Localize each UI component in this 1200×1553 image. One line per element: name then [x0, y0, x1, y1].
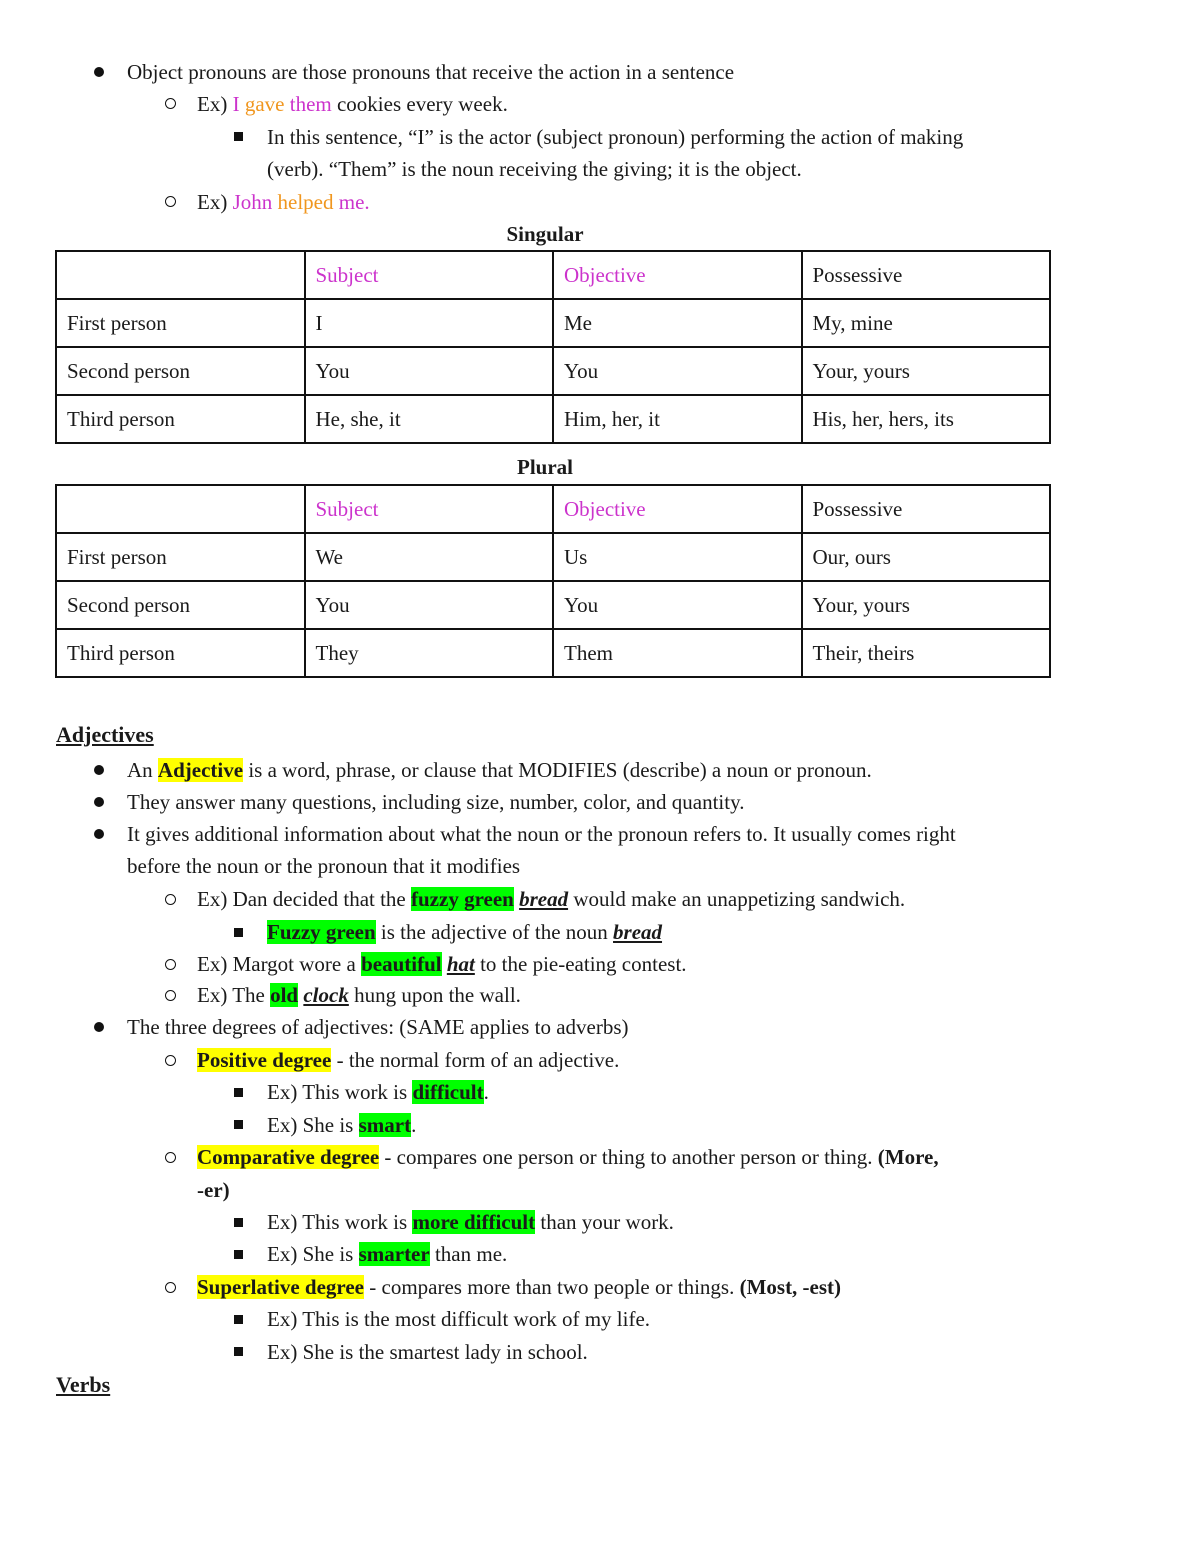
table-cell: Your, yours: [802, 347, 1051, 395]
bullet-square: [234, 132, 243, 141]
table-row: [56, 395, 1050, 443]
table-cell: His, her, hers, its: [802, 395, 1051, 443]
header-objective: Objective: [553, 251, 802, 299]
table-row: [56, 347, 1050, 395]
table-row: [56, 533, 1050, 581]
superlative-example-2: Ex) She is the smartest lady in school.: [267, 1340, 588, 1364]
table-cell: Your, yours: [802, 581, 1051, 629]
table-cell: Second person: [56, 581, 305, 629]
object-pronoun-definition: Object pronouns are those pronouns that receive the action in a sentence: [127, 60, 735, 84]
header-objective: Objective: [553, 485, 802, 533]
positive-degree: Positive degree - the normal form of an adjective.: [197, 1048, 620, 1072]
plural-caption: Plural: [517, 455, 573, 479]
table-cell: Us: [553, 533, 802, 581]
bullet-disc: [94, 829, 104, 839]
comparative-degree: Comparative degree - compares one person or thing to another person or thing. (More,: [197, 1145, 939, 1169]
table-cell: Third person: [56, 395, 305, 443]
table-cell: First person: [56, 533, 305, 581]
table-row: [56, 299, 1050, 347]
table-cell: You: [553, 347, 802, 395]
bullet-disc: [94, 1022, 104, 1032]
adjective-example-2: Ex) Margot wore a beautiful hat to the pie-eating contest.: [197, 952, 687, 976]
example-sentence-1: Ex) I gave them cookies every week.: [197, 92, 508, 116]
verbs-heading: Verbs: [56, 1372, 111, 1397]
table-row: [56, 581, 1050, 629]
comparative-forms: -er): [197, 1178, 230, 1202]
table-cell: Third person: [56, 629, 305, 677]
table-cell: Second person: [56, 347, 305, 395]
bullet-square: [234, 1347, 243, 1356]
table-cell: You: [305, 347, 554, 395]
table-row: [56, 629, 1050, 677]
header-subject: Subject: [305, 485, 554, 533]
table-cell: [56, 485, 305, 533]
adjective-info-line-1: It gives additional information about what the noun or the pronoun refers to. It usually comes right: [127, 822, 956, 846]
adjective-definition: An Adjective is a word, phrase, or clause that MODIFIES (describe) a noun or pronoun.: [127, 758, 872, 782]
table-cell: We: [305, 533, 554, 581]
bullet-circle: [165, 894, 176, 905]
table-cell: Their, theirs: [802, 629, 1051, 677]
bullet-circle: [165, 1152, 176, 1163]
bullet-square: [234, 1315, 243, 1324]
bullet-circle: [165, 990, 176, 1001]
table-cell: They: [305, 629, 554, 677]
superlative-example-1: Ex) This is the most difficult work of my life.: [267, 1307, 651, 1331]
plural-pronoun-table: [55, 484, 1051, 678]
bullet-circle: [165, 98, 176, 109]
table-cell: [56, 251, 305, 299]
adjective-questions: They answer many questions, including size, number, color, and quantity.: [127, 790, 745, 814]
degrees-intro: The three degrees of adjectives: (SAME applies to adverbs): [127, 1015, 629, 1039]
header-possessive: Possessive: [802, 251, 1051, 299]
bullet-square: [234, 1120, 243, 1129]
positive-example-1: Ex) This work is difficult.: [267, 1080, 489, 1104]
bullet-square: [234, 1218, 243, 1227]
adjective-info-line-2: before the noun or the pronoun that it modifies: [127, 854, 521, 878]
comparative-example-1: Ex) This work is more difficult than your work.: [267, 1210, 674, 1234]
table-header-row: [56, 485, 1050, 533]
comparative-example-2: Ex) She is smarter than me.: [267, 1242, 508, 1266]
table-cell: He, she, it: [305, 395, 554, 443]
bullet-square: [234, 928, 243, 937]
bullet-circle: [165, 959, 176, 970]
table-cell: You: [305, 581, 554, 629]
superlative-degree: Superlative degree - compares more than two people or things. (Most, -est): [197, 1275, 842, 1299]
bullet-circle: [165, 1055, 176, 1066]
singular-caption: Singular: [506, 222, 584, 246]
table-cell: My, mine: [802, 299, 1051, 347]
table-cell: You: [553, 581, 802, 629]
bullet-square: [234, 1088, 243, 1097]
table-cell: Our, ours: [802, 533, 1051, 581]
explanation-line-1: In this sentence, “I” is the actor (subject pronoun) performing the action of making: [267, 125, 964, 149]
singular-pronoun-table: [55, 250, 1051, 444]
table-cell: Him, her, it: [553, 395, 802, 443]
adjective-example-1-note: Fuzzy green is the adjective of the noun bread: [267, 920, 663, 944]
adjective-example-3: Ex) The old clock hung upon the wall.: [197, 983, 521, 1007]
adjectives-heading: Adjectives: [56, 722, 154, 747]
bullet-circle: [165, 1282, 176, 1293]
bullet-disc: [94, 67, 104, 77]
table-cell: Me: [553, 299, 802, 347]
header-possessive: Possessive: [802, 485, 1051, 533]
table-header-row: [56, 251, 1050, 299]
explanation-line-2: (verb). “Them” is the noun receiving the giving; it is the object.: [267, 157, 802, 181]
bullet-square: [234, 1250, 243, 1259]
table-cell: Them: [553, 629, 802, 677]
adjective-example-1: Ex) Dan decided that the fuzzy green bread would make an unappetizing sandwich.: [197, 887, 906, 911]
bullet-disc: [94, 765, 104, 775]
bullet-disc: [94, 797, 104, 807]
table-cell: First person: [56, 299, 305, 347]
table-cell: I: [305, 299, 554, 347]
positive-example-2: Ex) She is smart.: [267, 1113, 417, 1137]
example-sentence-2: Ex) John helped me.: [197, 190, 370, 214]
bullet-circle: [165, 196, 176, 207]
header-subject: Subject: [305, 251, 554, 299]
